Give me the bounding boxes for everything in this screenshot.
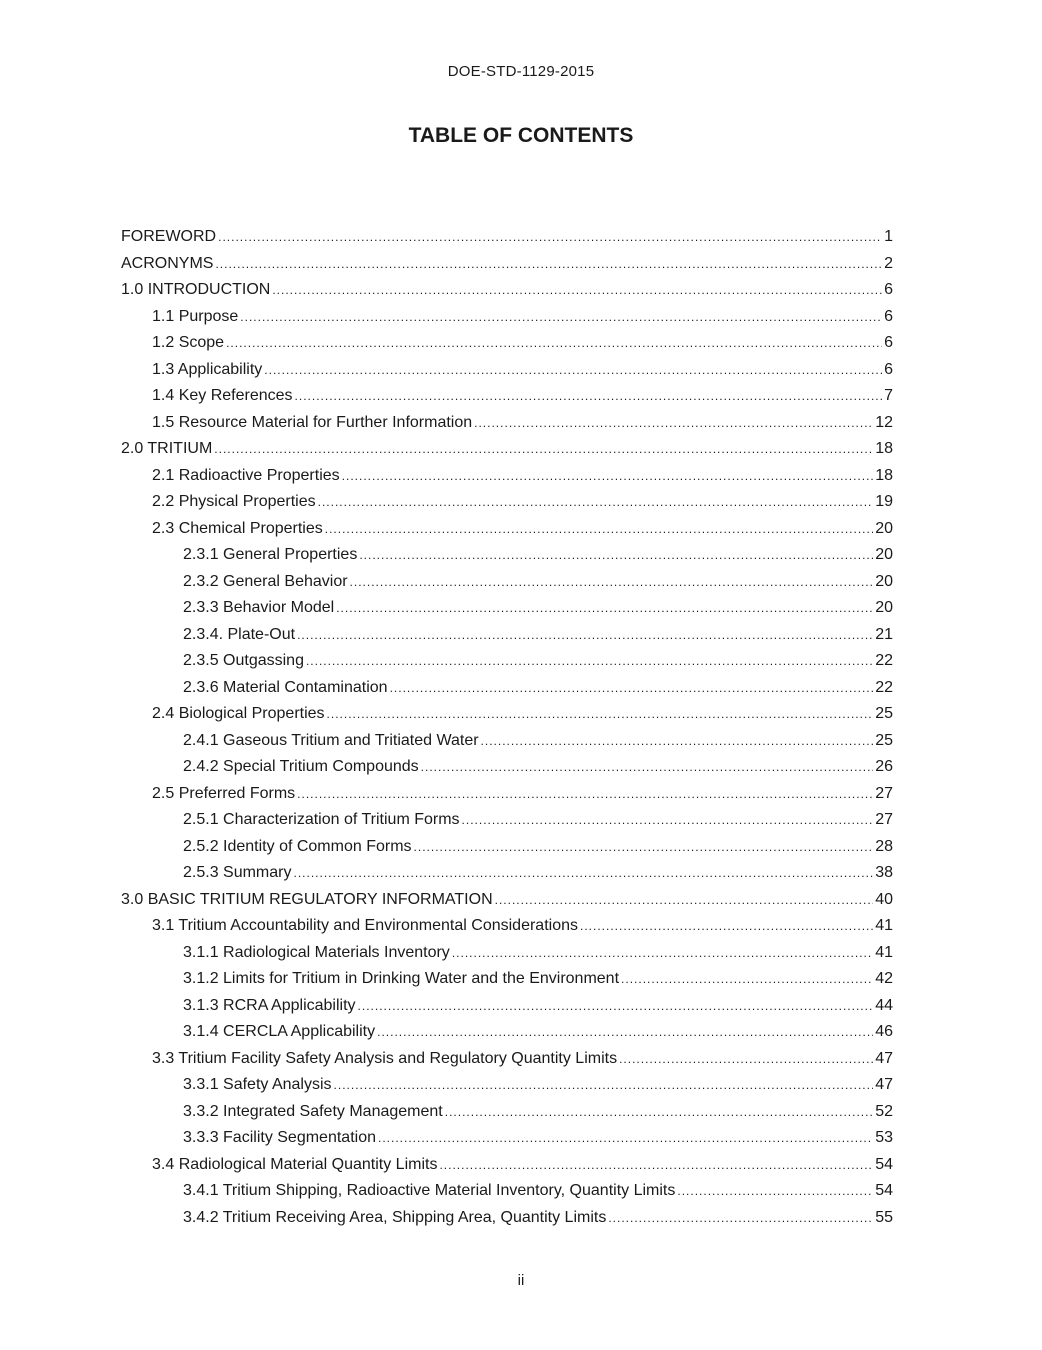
toc-entry-page-number: 6 <box>884 334 893 351</box>
toc-entry-label: 3.4.1 Tritium Shipping, Radioactive Material Inventory, Quantity Limits <box>183 1182 676 1199</box>
toc-entry[interactable] <box>121 1209 893 1236</box>
toc-entry-label: 1.3 Applicability <box>152 360 263 378</box>
toc-entry-page-number: 1 <box>884 228 893 245</box>
toc-entry[interactable] <box>121 228 893 255</box>
toc-entry[interactable] <box>121 679 893 706</box>
toc-entry-page-number: 20 <box>875 546 893 563</box>
toc-entry-page-number: 6 <box>884 307 893 325</box>
toc-entry[interactable] <box>121 414 893 441</box>
toc-entry[interactable] <box>121 705 893 732</box>
toc-entry-page-number: 40 <box>875 890 893 908</box>
toc-entry-label: 3.3.2 Integrated Safety Management <box>183 1102 443 1120</box>
toc-entry-page-number: 7 <box>884 387 893 404</box>
dot-leader <box>336 601 873 615</box>
toc-entry[interactable] <box>121 652 893 679</box>
toc-entry[interactable] <box>121 1076 893 1103</box>
toc-entry[interactable] <box>121 1023 893 1050</box>
toc-entry[interactable] <box>121 1129 893 1156</box>
toc-entry-label: 1.1 Purpose <box>152 307 239 325</box>
toc-entry-label: 3.4.2 Tritium Receiving Area, Shipping Area, Quantity Limits <box>183 1208 607 1226</box>
dot-leader <box>390 681 874 695</box>
toc-entry-page-number: 55 <box>875 1208 893 1226</box>
toc-entry-label: 2.5.2 Identity of Common Forms <box>183 837 412 855</box>
toc-entry-label: 3.3 Tritium Facility Safety Analysis and Regulatory Quantity Limits <box>152 1049 618 1067</box>
toc-entry-label: 2.3.4. Plate-Out <box>183 625 296 643</box>
dot-leader <box>462 813 874 827</box>
toc-entry-page-number: 20 <box>875 572 893 590</box>
toc-entry[interactable] <box>121 255 893 282</box>
toc-entry[interactable] <box>121 387 893 414</box>
toc-entry-page-number: 52 <box>875 1102 893 1120</box>
toc-entry-label: 3.0 BASIC TRITIUM REGULATORY INFORMATION <box>121 890 493 908</box>
toc-entry-label: 3.3.1 Safety Analysis <box>183 1076 332 1093</box>
toc-entry[interactable] <box>121 970 893 997</box>
toc-entry-label: FOREWORD <box>121 228 217 245</box>
toc-entry[interactable] <box>121 1156 893 1183</box>
toc-entry-label: 2.3 Chemical Properties <box>152 519 323 537</box>
page-title: TABLE OF CONTENTS <box>408 124 634 147</box>
dot-leader <box>214 442 873 456</box>
toc-entry[interactable] <box>121 599 893 626</box>
toc-entry-label: ACRONYMS <box>121 254 214 272</box>
toc-entry[interactable] <box>121 308 893 335</box>
toc-entry-label: 2.3.1 General Properties <box>183 546 358 563</box>
toc-entry-page-number: 6 <box>884 281 893 298</box>
dot-leader <box>297 628 873 642</box>
toc-entry[interactable] <box>121 732 893 759</box>
toc-entry-page-number: 22 <box>875 652 893 669</box>
table-of-contents <box>121 228 893 1235</box>
dot-leader <box>318 495 874 509</box>
dot-leader <box>342 469 874 483</box>
toc-entry-label: 2.0 TRITIUM <box>121 440 213 457</box>
dot-leader <box>439 1158 873 1172</box>
document-id-header: DOE-STD-1129-2015 <box>447 63 595 80</box>
dot-leader <box>580 919 873 933</box>
toc-entry-label: 1.0 INTRODUCTION <box>121 281 271 298</box>
dot-leader <box>350 575 874 589</box>
dot-leader <box>474 416 873 430</box>
dot-leader <box>452 946 873 960</box>
toc-entry-label: 3.1.2 Limits for Tritium in Drinking Water and the Environment <box>183 970 620 987</box>
toc-entry[interactable] <box>121 917 893 944</box>
toc-entry-label: 2.4.1 Gaseous Tritium and Tritiated Water <box>183 731 479 749</box>
toc-entry-label: 2.5.3 Summary <box>183 864 292 881</box>
toc-entry[interactable] <box>121 944 893 971</box>
toc-entry-page-number: 41 <box>875 917 893 934</box>
toc-entry-label: 2.4 Biological Properties <box>152 705 325 722</box>
toc-entry-label: 3.3.3 Facility Segmentation <box>183 1129 376 1146</box>
toc-entry-label: 1.5 Resource Material for Further Information <box>152 413 473 431</box>
toc-entry[interactable] <box>121 1050 893 1077</box>
dot-leader <box>240 310 882 324</box>
dot-leader <box>264 363 882 377</box>
dot-leader <box>295 389 883 403</box>
toc-entry-label: 3.1.1 Radiological Materials Inventory <box>183 943 450 961</box>
toc-entry[interactable] <box>121 573 893 600</box>
toc-entry[interactable] <box>121 811 893 838</box>
dot-leader <box>334 1078 874 1092</box>
toc-entry-label: 2.5 Preferred Forms <box>152 784 296 802</box>
toc-entry[interactable] <box>121 891 893 918</box>
toc-entry[interactable] <box>121 334 893 361</box>
toc-entry-label: 2.2 Physical Properties <box>152 493 316 510</box>
toc-entry-page-number: 53 <box>875 1129 893 1146</box>
dot-leader <box>621 972 873 986</box>
toc-entry[interactable] <box>121 758 893 785</box>
toc-entry[interactable] <box>121 281 893 308</box>
toc-entry-page-number: 54 <box>875 1182 893 1199</box>
toc-entry[interactable] <box>121 546 893 573</box>
toc-entry-page-number: 20 <box>875 519 893 537</box>
dot-leader <box>414 840 874 854</box>
toc-entry-page-number: 41 <box>875 943 893 961</box>
toc-entry-page-number: 12 <box>875 413 893 431</box>
toc-entry-page-number: 46 <box>875 1023 893 1040</box>
toc-entry[interactable] <box>121 493 893 520</box>
dot-leader <box>495 893 874 907</box>
toc-entry-label: 3.1.4 CERCLA Applicability <box>183 1023 376 1040</box>
dot-leader <box>226 336 882 350</box>
dot-leader <box>306 654 873 668</box>
toc-entry-label: 2.3.5 Outgassing <box>183 652 304 669</box>
toc-entry-label: 2.3.2 General Behavior <box>183 572 348 590</box>
toc-entry-page-number: 47 <box>875 1076 893 1093</box>
toc-entry-page-number: 27 <box>875 811 893 828</box>
page-number: ii <box>517 1272 525 1289</box>
toc-entry[interactable] <box>121 361 893 388</box>
dot-leader <box>327 707 874 721</box>
dot-leader <box>378 1131 873 1145</box>
toc-entry-page-number: 42 <box>875 970 893 987</box>
dot-leader <box>445 1105 873 1119</box>
dot-leader <box>619 1052 873 1066</box>
toc-entry-label: 1.4 Key References <box>152 387 293 404</box>
toc-entry-page-number: 6 <box>884 360 893 378</box>
toc-entry-label: 2.3.3 Behavior Model <box>183 599 335 616</box>
toc-entry-page-number: 25 <box>875 705 893 722</box>
dot-leader <box>608 1211 873 1225</box>
dot-leader <box>677 1184 873 1198</box>
toc-entry[interactable] <box>121 838 893 865</box>
toc-entry-page-number: 38 <box>875 864 893 881</box>
dot-leader <box>377 1025 873 1039</box>
toc-entry-page-number: 44 <box>875 996 893 1014</box>
toc-entry-page-number: 20 <box>875 599 893 616</box>
toc-entry[interactable] <box>121 440 893 467</box>
dot-leader <box>272 283 882 297</box>
toc-entry-page-number: 19 <box>875 493 893 510</box>
toc-entry-page-number: 54 <box>875 1155 893 1173</box>
toc-entry-label: 3.1.3 RCRA Applicability <box>183 996 356 1014</box>
toc-entry[interactable] <box>121 626 893 653</box>
toc-entry[interactable] <box>121 997 893 1024</box>
toc-entry[interactable] <box>121 864 893 891</box>
toc-entry-label: 3.1 Tritium Accountability and Environmental Considerations <box>152 917 578 934</box>
dot-leader <box>481 734 874 748</box>
toc-entry-page-number: 18 <box>875 440 893 457</box>
toc-entry[interactable] <box>121 1182 893 1209</box>
toc-entry-page-number: 27 <box>875 784 893 802</box>
toc-entry-label: 2.5.1 Characterization of Tritium Forms <box>183 811 460 828</box>
toc-entry-page-number: 22 <box>875 678 893 696</box>
toc-entry-page-number: 2 <box>884 254 893 272</box>
dot-leader <box>359 548 873 562</box>
dot-leader <box>293 866 873 880</box>
toc-entry-label: 2.1 Radioactive Properties <box>152 466 340 484</box>
toc-entry-page-number: 21 <box>875 625 893 643</box>
toc-entry-page-number: 28 <box>875 837 893 855</box>
toc-entry[interactable] <box>121 467 893 494</box>
dot-leader <box>358 999 874 1013</box>
dot-leader <box>421 760 874 774</box>
dot-leader <box>215 257 882 271</box>
toc-entry[interactable] <box>121 1103 893 1130</box>
toc-entry-page-number: 25 <box>875 731 893 749</box>
toc-entry-label: 2.3.6 Material Contamination <box>183 678 388 696</box>
dot-leader <box>325 522 873 536</box>
toc-entry[interactable] <box>121 520 893 547</box>
toc-entry-page-number: 26 <box>875 758 893 775</box>
dot-leader <box>297 787 873 801</box>
toc-entry-label: 1.2 Scope <box>152 334 225 351</box>
toc-entry-label: 2.4.2 Special Tritium Compounds <box>183 758 419 775</box>
dot-leader <box>218 230 882 244</box>
toc-entry[interactable] <box>121 785 893 812</box>
toc-entry-label: 3.4 Radiological Material Quantity Limits <box>152 1155 438 1173</box>
toc-entry-page-number: 47 <box>875 1049 893 1067</box>
toc-entry-page-number: 18 <box>875 466 893 484</box>
